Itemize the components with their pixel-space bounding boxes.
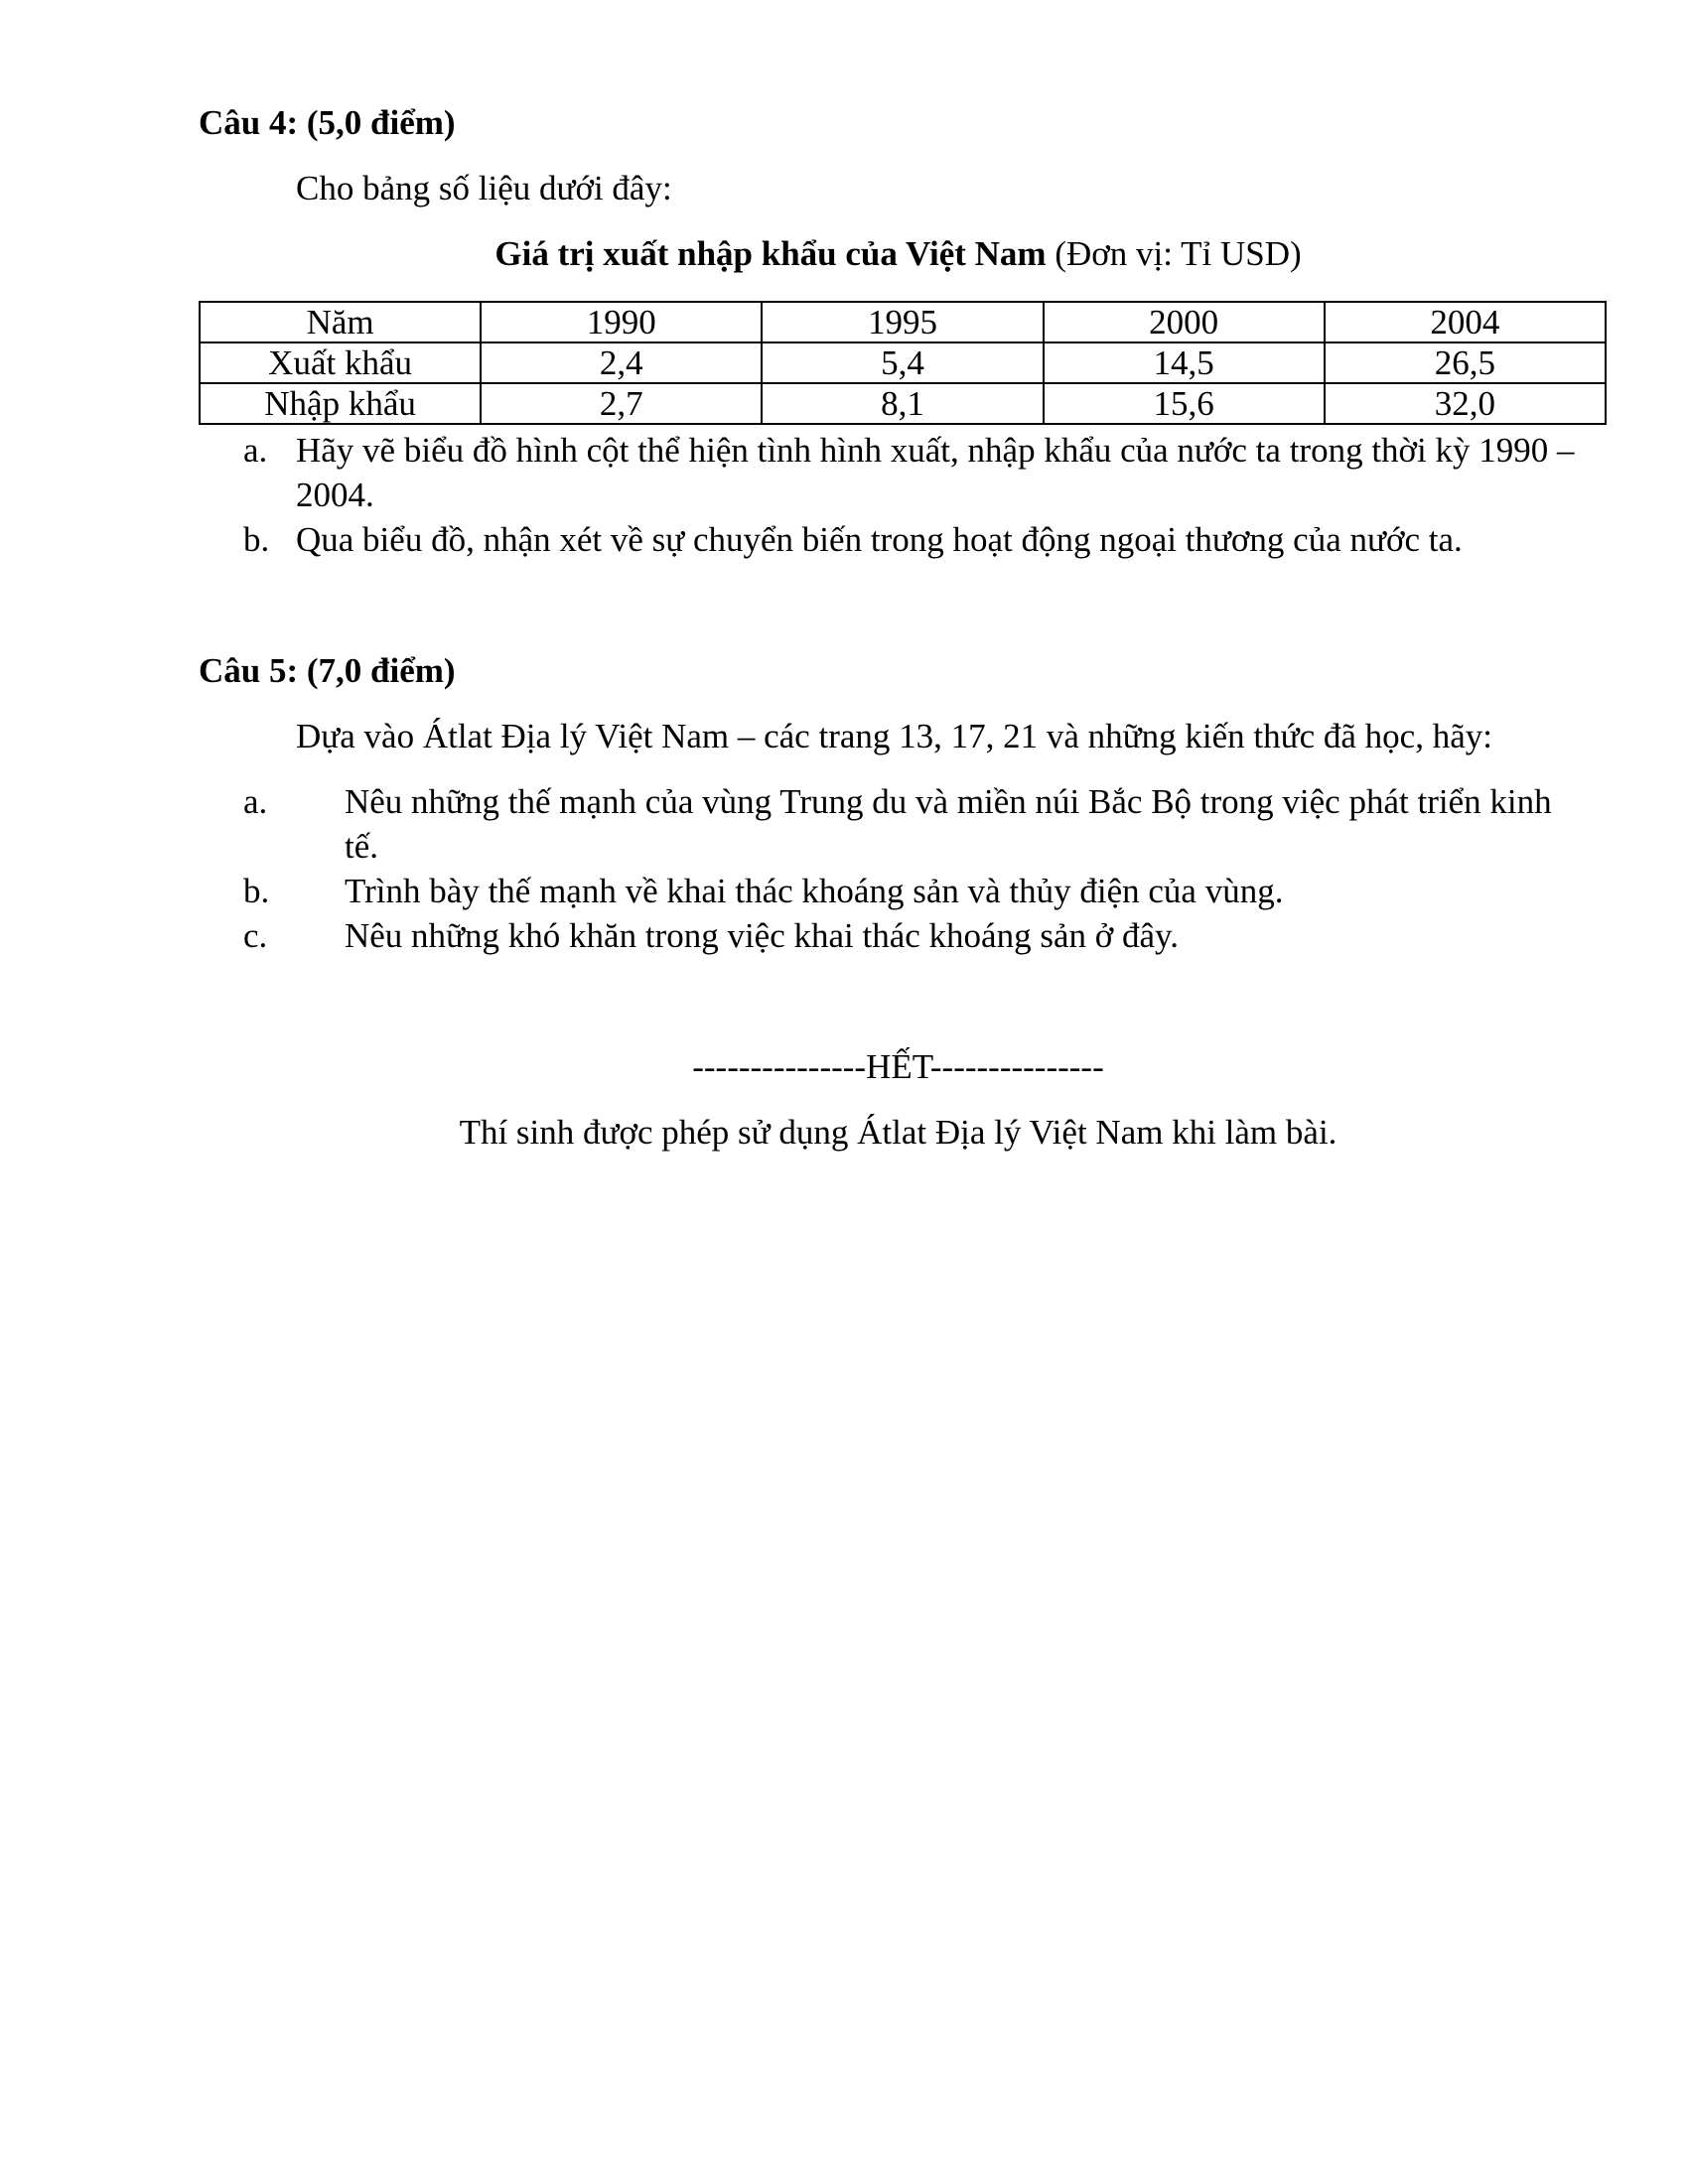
table-cell: 32,0 xyxy=(1325,383,1606,424)
table-row xyxy=(200,383,1606,424)
table-header-row xyxy=(200,302,1606,342)
table-cell: 15,6 xyxy=(1044,383,1325,424)
list-item-text-continued: 2004. xyxy=(296,476,374,514)
exam-note: Thí sinh được phép sử dụng Átlat Địa lý Việt Nam khi làm bài. xyxy=(459,1113,1337,1152)
table-cell: 26,5 xyxy=(1325,342,1606,383)
table-cell: Nhập khẩu xyxy=(200,383,481,424)
table-cell: 2,7 xyxy=(481,383,762,424)
list-marker: a. xyxy=(243,782,268,821)
question-5-intro: Dựa vào Átlat Địa lý Việt Nam – các trang 13, 17, 21 và những kiến thức đã học, hãy: xyxy=(296,717,1492,755)
table-row xyxy=(200,342,1606,383)
table-header-cell: 1990 xyxy=(481,302,762,342)
list-item-text: Nêu những khó khăn trong việc khai thác khoáng sản ở đây. xyxy=(345,916,1179,955)
table-header-cell: 1995 xyxy=(762,302,1043,342)
table-unit: (Đơn vị: Tỉ USD) xyxy=(1055,234,1302,273)
question-5-heading: Câu 5: (7,0 điểm) xyxy=(199,651,456,690)
table-cell: 8,1 xyxy=(762,383,1043,424)
list-item-text: Nêu những thế mạnh của vùng Trung du và miền núi Bắc Bộ trong việc phát triển kinh xyxy=(345,782,1552,821)
table-header-cell: 2004 xyxy=(1325,302,1606,342)
list-marker: b. xyxy=(243,872,270,910)
question-4-heading: Câu 4: (5,0 điểm) xyxy=(199,103,456,142)
question-4-intro: Cho bảng số liệu dưới đây: xyxy=(296,169,672,207)
table-header-cell: 2000 xyxy=(1044,302,1325,342)
table-title xyxy=(0,234,1688,274)
table-title-text: Giá trị xuất nhập khẩu của Việt Nam xyxy=(494,234,1047,273)
table-cell: 5,4 xyxy=(762,342,1043,383)
list-marker: a. xyxy=(243,431,268,470)
list-item-text: Trình bày thế mạnh về khai thác khoáng sản và thủy điện của vùng. xyxy=(345,872,1284,910)
list-item-text: Qua biểu đồ, nhận xét về sự chuyển biến trong hoạt động ngoại thương của nước ta. xyxy=(296,520,1463,559)
table-cell: 2,4 xyxy=(481,342,762,383)
list-item-text-continued: tế. xyxy=(345,827,379,866)
table-header-cell: Năm xyxy=(200,302,481,342)
list-item-text: Hãy vẽ biểu đồ hình cột thể hiện tình hình xuất, nhập khẩu của nước ta trong thời kỳ 1990 – xyxy=(296,431,1575,470)
list-marker: c. xyxy=(243,916,268,955)
end-mark: ---------------HẾT--------------- xyxy=(692,1047,1104,1086)
list-marker: b. xyxy=(243,520,270,559)
trade-data-table xyxy=(199,301,1607,425)
table-cell: Xuất khẩu xyxy=(200,342,481,383)
table-cell: 14,5 xyxy=(1044,342,1325,383)
